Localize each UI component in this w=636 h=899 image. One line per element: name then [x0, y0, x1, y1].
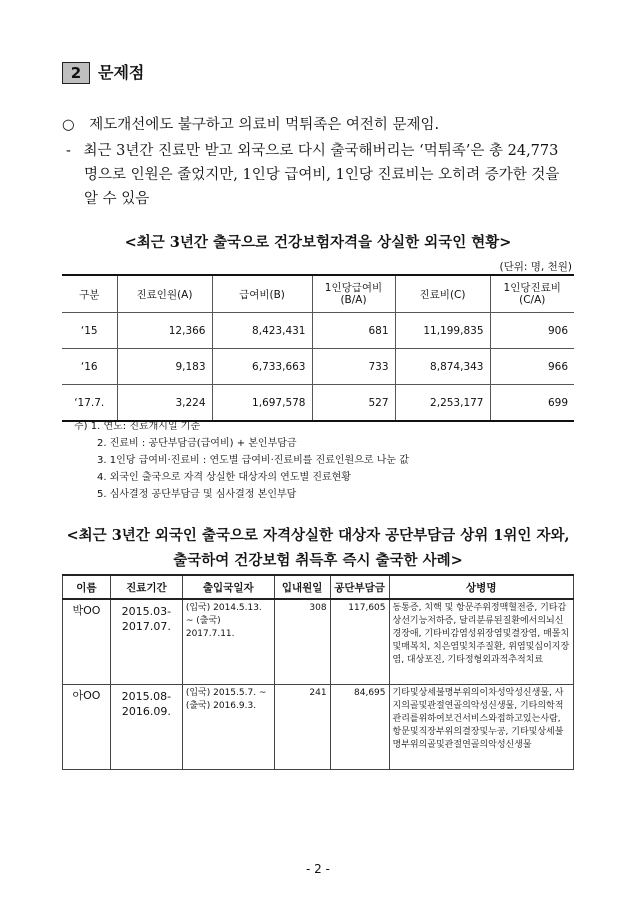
table-cell: 11,199,835	[395, 313, 490, 349]
table-header-cell: 급여비(B)	[212, 275, 312, 313]
table-header-row	[63, 575, 574, 599]
table-row	[63, 599, 574, 685]
case-name: 박OO	[63, 599, 111, 685]
table1-title: <최근 3년간 출국으로 건강보험자격을 상실한 외국인 현황>	[124, 234, 512, 251]
note-line: 2. 진료비 : 공단부담금(급여비) + 본인부담금	[97, 438, 297, 449]
note-line: 3. 1인당 급여비·진료비 : 연도별 급여비·진료비를 진료인원으로 나눈 값	[97, 455, 409, 466]
table-header-cell: 진료기간	[110, 575, 182, 599]
case-disease: 기타및상세불명부위의이차성악성신생물, 사지의골및관절연골의악성신생물, 기타의학적관리를위하여보건서비스와접하고있는사람, 항문및직장부위의결장및누공, 기타및상세불명부위의골및관절연골의악성신생물	[389, 685, 573, 770]
table-cell: 906	[490, 313, 574, 349]
paragraph-text: 제도개선에도 불구하고 의료비 먹튀족은 여전히 문제임.	[89, 117, 440, 133]
case-table	[62, 574, 574, 770]
table-cell: 733	[312, 349, 395, 385]
table-cell: 966	[490, 349, 574, 385]
section-number: 2	[62, 62, 90, 84]
table-header-cell: 공단부담금	[330, 575, 389, 599]
table-row	[63, 685, 574, 770]
table-header-cell: 진료비(C)	[395, 275, 490, 313]
table-cell: ‘15	[62, 313, 117, 349]
table-header-cell: 입내원일	[274, 575, 330, 599]
dash-marker: -	[66, 143, 71, 159]
table2-title-line1: <최근 3년간 외국인 출국으로 자격상실한 대상자 공단부담금 상위 1위인 자와,	[66, 527, 570, 544]
table-header-cell: 1인당급여비 (B/A)	[312, 275, 395, 313]
table1-unit: (단위: 명, 천원)	[499, 261, 572, 273]
page-number: - 2 -	[306, 862, 330, 876]
table-header-row	[62, 275, 574, 313]
table-cell: 6,733,663	[212, 349, 312, 385]
table-cell: 8,874,343	[395, 349, 490, 385]
note-line: 5. 심사결정 공단부담금 및 심사결정 본인부담	[97, 489, 297, 500]
case-period: 2015.03- 2017.07.	[110, 599, 182, 685]
table-cell: 699	[490, 385, 574, 422]
table-cell: ‘17.7.	[62, 385, 117, 422]
table-cell: 3,224	[117, 385, 212, 422]
paragraph-bullet-line	[62, 112, 439, 139]
paragraph-text: 알 수 있음	[84, 191, 150, 207]
case-dates: (입국) 2014.5.13. ~ (출국) 2017.7.11.	[182, 599, 274, 685]
table-header-cell: 1인당진료비 (C/A)	[490, 275, 574, 313]
section-title: 문제점	[98, 63, 145, 82]
case-period: 2015.08- 2016.09.	[110, 685, 182, 770]
case-visits: 308	[274, 599, 330, 685]
paragraph-text: 명으로 인원은 줄었지만, 1인당 급여비, 1인당 진료비는 오히려 증가한 것을	[84, 167, 560, 183]
table-header-cell: 구분	[62, 275, 117, 313]
note-line: 주) 1. 연도: 진료개시일 기준	[74, 421, 201, 432]
paragraph-dash-line	[66, 138, 558, 165]
case-amount: 84,695	[330, 685, 389, 770]
table-cell: 1,697,578	[212, 385, 312, 422]
table-cell: 681	[312, 313, 395, 349]
circle-bullet-icon: ○	[62, 117, 75, 133]
table-cell: 8,423,431	[212, 313, 312, 349]
table-cell: ‘16	[62, 349, 117, 385]
table-row	[62, 385, 574, 422]
paragraph-text: 최근 3년간 진료만 받고 외국으로 다시 출국해버리는 ‘먹튀족’은 총 24,773	[83, 143, 559, 159]
case-amount: 117,605	[330, 599, 389, 685]
foreigner-status-table	[62, 274, 574, 422]
table-row	[62, 349, 574, 385]
table-cell: 12,366	[117, 313, 212, 349]
table-cell: 527	[312, 385, 395, 422]
table-cell: 2,253,177	[395, 385, 490, 422]
table-header-cell: 출입국일자	[182, 575, 274, 599]
table-header-cell: 이름	[63, 575, 111, 599]
table-cell: 9,183	[117, 349, 212, 385]
table-header-cell: 진료인원(A)	[117, 275, 212, 313]
table-row	[62, 313, 574, 349]
case-disease: 동통증, 치핵 및 항문주위정맥혈전증, 기타갑상선기능저하증, 달리분류된질환에서의뇌신경장애, 기타비감염성위장염및결장염, 매몰치및매복치, 치은염및치주질환, 위염및십이지장염, 대상포진, 기타정형외과적추적치료	[389, 599, 573, 685]
case-name: 아OO	[63, 685, 111, 770]
note-line: 4. 외국인 출국으로 자격 상실한 대상자의 연도별 진료현황	[97, 472, 351, 483]
table-header-cell: 상병명	[389, 575, 573, 599]
table2-title-line2: 출국하여 건강보험 취득후 즉시 출국한 사례>	[173, 552, 463, 569]
case-visits: 241	[274, 685, 330, 770]
case-dates: (입국) 2015.5.7. ~ (출국) 2016.9.3.	[182, 685, 274, 770]
